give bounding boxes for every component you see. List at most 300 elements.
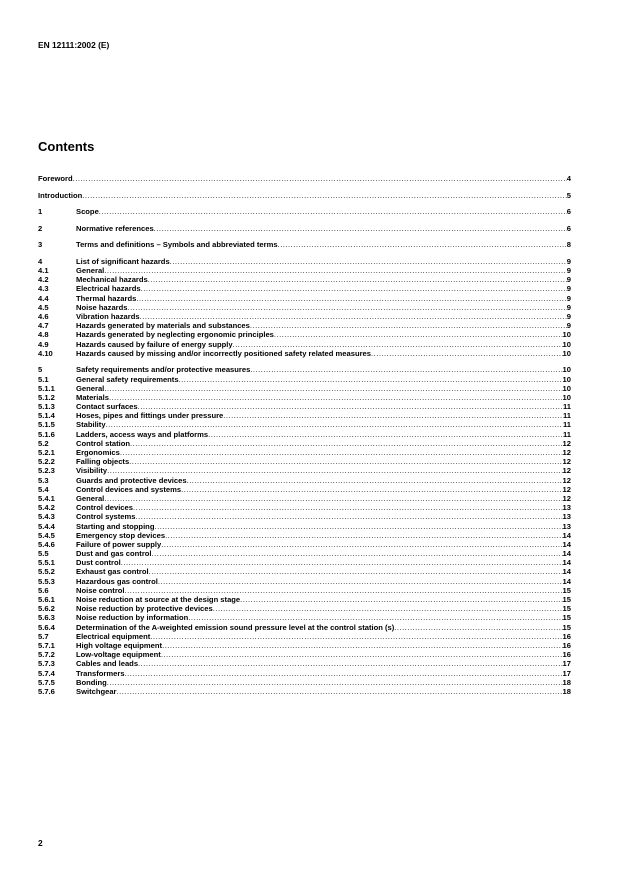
toc-entry-title: Noise hazards bbox=[76, 302, 128, 312]
toc-entry[interactable] bbox=[38, 687, 571, 696]
toc-entry-number: 4.8 bbox=[38, 330, 49, 340]
toc-entry-page: 13 bbox=[562, 512, 571, 522]
toc-entry[interactable] bbox=[38, 312, 571, 321]
toc-entry-line bbox=[76, 613, 571, 622]
toc-entry-title: Determination of the A-weighted emission sound pressure level at the control station (s) bbox=[76, 622, 395, 632]
toc-entry[interactable] bbox=[38, 402, 571, 411]
toc-entry-number: 5.4.6 bbox=[38, 539, 55, 549]
toc-leader-dots bbox=[82, 191, 566, 200]
toc-entry-page: 10 bbox=[562, 383, 571, 393]
toc-entry-line bbox=[76, 365, 571, 374]
toc-entry[interactable] bbox=[38, 439, 571, 448]
toc-entry-number: 5.6.3 bbox=[38, 613, 55, 623]
toc-entry-title: Control systems bbox=[76, 512, 136, 522]
toc-entry-number: 4.4 bbox=[38, 293, 49, 303]
toc-entry-line bbox=[76, 494, 571, 503]
toc-entry-number: 5.7.4 bbox=[38, 668, 55, 678]
toc-entry-number: 5.4 bbox=[38, 484, 49, 494]
toc-entry-title: Cables and leads bbox=[76, 659, 139, 669]
toc-entry[interactable] bbox=[38, 641, 571, 650]
toc-entry-page: 16 bbox=[562, 631, 571, 641]
toc-entry[interactable] bbox=[38, 577, 571, 586]
toc-entry[interactable] bbox=[38, 558, 571, 567]
toc-leader-dots bbox=[233, 340, 563, 349]
toc-entry-number: 5.6 bbox=[38, 585, 49, 595]
toc-entry-page: 9 bbox=[566, 284, 571, 294]
toc-leader-dots bbox=[154, 224, 567, 233]
toc-leader-dots bbox=[99, 207, 567, 216]
toc-entry-page: 14 bbox=[562, 549, 571, 559]
toc-entry-number: 5.7.5 bbox=[38, 677, 55, 687]
toc-entry[interactable] bbox=[38, 365, 571, 374]
toc-entry-page: 9 bbox=[566, 293, 571, 303]
toc-entry[interactable] bbox=[38, 512, 571, 521]
toc-entry-title: Stability bbox=[76, 420, 106, 430]
toc-entry-title: Noise reduction at source at the design stage bbox=[76, 595, 241, 605]
toc-entry[interactable] bbox=[38, 321, 571, 330]
toc-entry[interactable] bbox=[38, 623, 571, 632]
toc-entry-line bbox=[76, 466, 571, 475]
toc-entry-title: Scope bbox=[76, 207, 99, 217]
toc-entry-line bbox=[76, 349, 571, 358]
toc-entry-page: 14 bbox=[562, 567, 571, 577]
toc-entry-number: 4.9 bbox=[38, 339, 49, 349]
toc-entry-page: 9 bbox=[566, 312, 571, 321]
toc-entry-title: Ladders, access ways and platforms bbox=[76, 429, 209, 439]
toc-leader-dots bbox=[138, 402, 563, 411]
toc-leader-dots bbox=[120, 448, 563, 457]
toc-entry-title: Noise control bbox=[76, 585, 125, 595]
toc-entry[interactable] bbox=[38, 613, 571, 622]
toc-leader-dots bbox=[188, 613, 562, 622]
toc-entry[interactable] bbox=[38, 632, 571, 641]
toc-entry-line bbox=[76, 240, 571, 249]
toc-entry-page: 10 bbox=[562, 374, 571, 384]
toc-entry-number: 4 bbox=[38, 256, 43, 266]
toc-entry[interactable] bbox=[38, 349, 571, 358]
toc-entry-number: 5.7.2 bbox=[38, 650, 55, 660]
toc-leader-dots bbox=[106, 420, 563, 429]
toc-entry-number: 5.4.3 bbox=[38, 512, 55, 522]
toc-entry-line bbox=[76, 284, 571, 293]
toc-entry[interactable] bbox=[38, 659, 571, 668]
toc-leader-dots bbox=[250, 321, 567, 330]
toc-entry-title: General safety requirements bbox=[76, 374, 179, 384]
toc-entry-number: 5.2.1 bbox=[38, 448, 55, 458]
toc-leader-dots bbox=[152, 549, 563, 558]
toc-entry[interactable] bbox=[38, 257, 571, 266]
toc-entry-number: 5.5.3 bbox=[38, 576, 55, 586]
toc-entry[interactable] bbox=[38, 549, 571, 558]
toc-entry-number: 5.4.4 bbox=[38, 521, 55, 531]
toc-entry-line bbox=[76, 476, 571, 485]
toc-entry-title: Hazards generated by materials and substances bbox=[76, 321, 250, 331]
toc-entry-number: 5.3 bbox=[38, 475, 49, 485]
toc-leader-dots bbox=[274, 330, 563, 339]
toc-entry-line bbox=[76, 595, 571, 604]
toc-leader-dots bbox=[240, 595, 562, 604]
toc-entry-title: Electrical hazards bbox=[76, 284, 141, 294]
toc-entry-number: 5.2.2 bbox=[38, 457, 55, 467]
toc-entry-title: Vibration hazards bbox=[76, 312, 140, 321]
toc-leader-dots bbox=[250, 365, 562, 374]
toc-entry-page: 14 bbox=[562, 530, 571, 540]
toc-entry-number: 3 bbox=[38, 240, 43, 250]
toc-leader-dots bbox=[278, 240, 567, 249]
toc-entry-line bbox=[76, 650, 571, 659]
toc-entry-page: 15 bbox=[562, 622, 571, 632]
toc-entry-page: 12 bbox=[562, 438, 571, 448]
toc-entry-page: 10 bbox=[562, 365, 571, 375]
toc-entry-title: General bbox=[76, 383, 105, 393]
toc-entry-title: Hazards caused by missing and/or incorrectly positioned safety related measures bbox=[76, 348, 371, 358]
toc-entry-title: Contact surfaces bbox=[76, 402, 138, 412]
toc-entry-title: Control devices and systems bbox=[76, 484, 182, 494]
toc-entry-page: 10 bbox=[562, 348, 571, 358]
toc-entry-number: 5.6.2 bbox=[38, 604, 55, 614]
toc-entry-number: 5.6.1 bbox=[38, 595, 55, 605]
toc-entry-number: 4.7 bbox=[38, 321, 49, 331]
toc-entry-page: 10 bbox=[562, 392, 571, 402]
toc-entry-line bbox=[76, 330, 571, 339]
toc-entry-number: 4.3 bbox=[38, 284, 49, 294]
toc-entry-title: Materials bbox=[76, 392, 109, 402]
toc-entry[interactable] bbox=[38, 384, 571, 393]
toc-entry[interactable] bbox=[38, 586, 571, 595]
toc-entry-line bbox=[76, 266, 571, 275]
toc-leader-dots bbox=[208, 430, 563, 439]
toc-entry[interactable] bbox=[38, 284, 571, 293]
toc-entry-line bbox=[76, 275, 571, 284]
toc-entry-page: 12 bbox=[562, 493, 571, 503]
toc-entry-line bbox=[76, 669, 571, 678]
toc-entry-number: 5.4.5 bbox=[38, 530, 55, 540]
toc-entry[interactable] bbox=[38, 678, 571, 687]
toc-entry-title: Emergency stop devices bbox=[76, 530, 166, 540]
toc-entry-page: 17 bbox=[562, 668, 571, 678]
toc-entry-number: 2 bbox=[38, 223, 43, 233]
toc-entry-title: Starting and stopping bbox=[76, 521, 155, 531]
toc-entry-line bbox=[76, 485, 571, 494]
toc-entry-page: 9 bbox=[566, 275, 571, 285]
toc-leader-dots bbox=[394, 623, 562, 632]
toc-entry-page: 12 bbox=[562, 448, 571, 458]
toc-entry[interactable] bbox=[38, 420, 571, 429]
toc-entry-title: Hoses, pipes and fittings under pressure bbox=[76, 411, 224, 421]
toc-entry-line bbox=[76, 512, 571, 521]
toc-entry-line bbox=[76, 457, 571, 466]
toc-entry-title: General bbox=[76, 493, 105, 503]
toc-entry-number: 5.1.6 bbox=[38, 429, 55, 439]
toc-entry-line bbox=[76, 207, 571, 216]
toc-entry[interactable] bbox=[38, 375, 571, 384]
toc-entry[interactable] bbox=[38, 411, 571, 420]
toc-entry-title: Normative references bbox=[76, 223, 154, 233]
toc-leader-dots bbox=[125, 586, 563, 595]
toc-leader-dots bbox=[223, 411, 563, 420]
toc-entry-line bbox=[76, 393, 571, 402]
toc-leader-dots bbox=[140, 312, 567, 321]
toc-entry-title: Noise reduction by protective devices bbox=[76, 604, 213, 614]
toc-leader-dots bbox=[109, 393, 563, 402]
toc-leader-dots bbox=[121, 558, 563, 567]
toc-entry-page: 9 bbox=[566, 302, 571, 312]
toc-entry-number: 5.1.5 bbox=[38, 420, 55, 430]
toc-leader-dots bbox=[170, 257, 567, 266]
toc-entry-page: 9 bbox=[566, 256, 571, 266]
toc-entry-title: Hazardous gas control bbox=[76, 576, 158, 586]
toc-entry-page: 4 bbox=[566, 173, 571, 183]
toc-entry-page: 15 bbox=[562, 604, 571, 614]
toc-entry-page: 10 bbox=[562, 330, 571, 340]
toc-entry-number: 5.1.4 bbox=[38, 411, 55, 421]
toc-entry-line bbox=[76, 549, 571, 558]
toc-entry-number: 5.7.1 bbox=[38, 640, 55, 650]
toc-entry-line bbox=[76, 340, 571, 349]
toc-entry-page: 18 bbox=[562, 686, 571, 696]
toc-entry-title: Exhaust gas control bbox=[76, 567, 149, 577]
toc-entry-page: 18 bbox=[562, 677, 571, 687]
toc-entry-line bbox=[76, 303, 571, 312]
toc-entry-page: 12 bbox=[562, 475, 571, 485]
toc-entry-title: Guards and protective devices bbox=[76, 475, 187, 485]
toc-leader-dots bbox=[107, 678, 563, 687]
toc-entry-line bbox=[76, 294, 571, 303]
toc-leader-dots bbox=[150, 632, 562, 641]
toc-entry-number: 5.4.2 bbox=[38, 503, 55, 513]
toc-leader-dots bbox=[129, 457, 562, 466]
toc-entry-page: 11 bbox=[562, 420, 571, 430]
toc-entry[interactable] bbox=[38, 303, 571, 312]
toc-entry-title: Bonding bbox=[76, 677, 107, 687]
toc-entry-line bbox=[76, 540, 571, 549]
toc-leader-dots bbox=[161, 650, 563, 659]
toc-entry-title: Noise reduction by information bbox=[76, 613, 189, 623]
toc-entry-number: 5.1.2 bbox=[38, 392, 55, 402]
toc-entry-number: 4.1 bbox=[38, 266, 49, 276]
toc-entry-page: 10 bbox=[562, 339, 571, 349]
toc-entry-line bbox=[76, 522, 571, 531]
toc-entry-number: 5.7 bbox=[38, 631, 49, 641]
toc-entry-line bbox=[76, 402, 571, 411]
toc-entry-line bbox=[76, 659, 571, 668]
toc-entry-title: Control station bbox=[76, 438, 130, 448]
toc-leader-dots bbox=[130, 439, 563, 448]
toc-entry-page: 14 bbox=[562, 558, 571, 568]
toc-entry[interactable] bbox=[38, 540, 571, 549]
toc-leader-dots bbox=[128, 303, 567, 312]
toc-entry[interactable] bbox=[38, 650, 571, 659]
toc-entry-page: 13 bbox=[562, 503, 571, 513]
toc-entry-line bbox=[76, 384, 571, 393]
toc-leader-dots bbox=[181, 485, 562, 494]
toc-entry-title: Control devices bbox=[76, 503, 133, 513]
toc-entry-number: 1 bbox=[38, 207, 43, 217]
toc-leader-dots bbox=[179, 375, 563, 384]
toc-entry-number: 5.1.1 bbox=[38, 383, 55, 393]
toc-entry-title: Falling objects bbox=[76, 457, 130, 467]
toc-entry-line bbox=[76, 558, 571, 567]
toc-entry-line bbox=[76, 623, 571, 632]
toc-entry-line bbox=[76, 257, 571, 266]
toc-leader-dots bbox=[158, 577, 563, 586]
toc-entry-number: 5 bbox=[38, 365, 43, 375]
toc-entry-title: List of significant hazards bbox=[76, 256, 170, 266]
toc-entry-title: Dust control bbox=[76, 558, 121, 568]
toc-entry[interactable] bbox=[38, 457, 571, 466]
toc-entry-title: Electrical equipment bbox=[76, 631, 151, 641]
toc-entry-line bbox=[76, 321, 571, 330]
toc-leader-dots bbox=[141, 284, 567, 293]
toc-entry-line bbox=[76, 641, 571, 650]
toc-leader-dots bbox=[149, 567, 563, 576]
toc-entry-line bbox=[76, 687, 571, 696]
toc-entry-title: Foreword bbox=[38, 173, 73, 183]
toc-entry[interactable] bbox=[38, 531, 571, 540]
toc-entry-title: Transformers bbox=[76, 668, 125, 678]
toc-entry-page: 16 bbox=[562, 640, 571, 650]
toc-leader-dots bbox=[138, 659, 563, 668]
toc-entry-line bbox=[76, 312, 571, 321]
toc-entry[interactable] bbox=[38, 266, 571, 275]
toc-entry-page: 16 bbox=[562, 650, 571, 660]
toc-entry-page: 17 bbox=[562, 659, 571, 669]
toc-leader-dots bbox=[187, 476, 563, 485]
toc-entry-page: 14 bbox=[562, 539, 571, 549]
toc-entry[interactable] bbox=[38, 485, 571, 494]
toc-entry-title: Mechanical hazards bbox=[76, 275, 148, 285]
toc-entry-line bbox=[76, 430, 571, 439]
toc-leader-dots bbox=[125, 669, 563, 678]
toc-entry-page: 12 bbox=[562, 484, 571, 494]
toc-leader-dots bbox=[165, 531, 562, 540]
toc-entry-title: Dust and gas control bbox=[76, 549, 152, 559]
toc-entry[interactable] bbox=[38, 207, 571, 216]
toc-entry[interactable] bbox=[38, 430, 571, 439]
toc-entry[interactable] bbox=[38, 476, 571, 485]
toc-entry-title: General bbox=[76, 266, 105, 276]
toc-entry-line bbox=[38, 191, 571, 200]
toc-entry-page: 5 bbox=[566, 190, 571, 200]
toc-leader-dots bbox=[104, 384, 562, 393]
toc-entry[interactable] bbox=[38, 448, 571, 457]
toc-entry-number: 5.5.2 bbox=[38, 567, 55, 577]
toc-leader-dots bbox=[162, 641, 562, 650]
toc-entry[interactable] bbox=[38, 340, 571, 349]
toc-entry-title: Failure of power supply bbox=[76, 539, 162, 549]
toc-entry-line bbox=[38, 174, 571, 183]
toc-entry[interactable] bbox=[38, 294, 571, 303]
toc-entry-page: 13 bbox=[562, 521, 571, 531]
toc-entry-title: Safety requirements and/or protective measures bbox=[76, 365, 251, 375]
toc-entry-line bbox=[76, 586, 571, 595]
toc-leader-dots bbox=[104, 266, 566, 275]
toc-entry[interactable] bbox=[38, 224, 571, 233]
toc-entry-line bbox=[76, 375, 571, 384]
toc-entry[interactable] bbox=[38, 330, 571, 339]
toc-entry-title: Hazards caused by failure of energy supply bbox=[76, 339, 233, 349]
toc-leader-dots bbox=[136, 294, 566, 303]
toc-entry-line bbox=[76, 577, 571, 586]
toc-entry-line bbox=[76, 439, 571, 448]
toc-entry-number: 5.5.1 bbox=[38, 558, 55, 568]
toc-leader-dots bbox=[73, 174, 567, 183]
toc-entry-line bbox=[76, 503, 571, 512]
toc-entry-page: 14 bbox=[562, 576, 571, 586]
toc-entry[interactable] bbox=[38, 240, 571, 249]
toc-leader-dots bbox=[371, 349, 563, 358]
toc-entry-page: 15 bbox=[562, 613, 571, 623]
toc-entry-line bbox=[76, 531, 571, 540]
toc-entry-page: 15 bbox=[562, 585, 571, 595]
toc-entry[interactable] bbox=[38, 466, 571, 475]
toc-entry-page: 15 bbox=[562, 595, 571, 605]
page-number: 2 bbox=[38, 838, 43, 848]
toc-leader-dots bbox=[161, 540, 562, 549]
toc-entry-number: 5.6.4 bbox=[38, 622, 55, 632]
toc-entry[interactable] bbox=[38, 522, 571, 531]
toc-entry-page: 9 bbox=[566, 266, 571, 276]
toc-entry-line bbox=[76, 411, 571, 420]
toc-entry-number: 5.7.6 bbox=[38, 686, 55, 696]
document-id-header: EN 12111:2002 (E) bbox=[38, 40, 110, 50]
toc-entry-title: Thermal hazards bbox=[76, 293, 137, 303]
toc-entry[interactable] bbox=[38, 191, 571, 200]
toc-entry-title: High voltage equipment bbox=[76, 640, 163, 650]
table-of-contents bbox=[38, 174, 571, 696]
toc-entry-page: 11 bbox=[562, 411, 571, 421]
toc-entry[interactable] bbox=[38, 174, 571, 183]
toc-entry-number: 5.2 bbox=[38, 438, 49, 448]
toc-entry-page: 6 bbox=[566, 207, 571, 217]
toc-entry-page: 12 bbox=[562, 457, 571, 467]
toc-entry-page: 12 bbox=[562, 466, 571, 476]
toc-entry[interactable] bbox=[38, 503, 571, 512]
toc-entry-number: 4.2 bbox=[38, 275, 49, 285]
toc-entry-line bbox=[76, 224, 571, 233]
toc-leader-dots bbox=[133, 503, 563, 512]
toc-leader-dots bbox=[213, 604, 563, 613]
toc-leader-dots bbox=[104, 494, 562, 503]
toc-entry-title: Hazards generated by neglecting ergonomic principles bbox=[76, 330, 274, 340]
toc-entry[interactable] bbox=[38, 595, 571, 604]
toc-entry[interactable] bbox=[38, 275, 571, 284]
toc-entry-line bbox=[76, 448, 571, 457]
toc-entry[interactable] bbox=[38, 669, 571, 678]
toc-entry[interactable] bbox=[38, 604, 571, 613]
toc-entry-line bbox=[76, 678, 571, 687]
toc-entry-line bbox=[76, 604, 571, 613]
toc-entry-number: 5.1 bbox=[38, 374, 49, 384]
toc-entry-number: 4.10 bbox=[38, 348, 53, 358]
toc-leader-dots bbox=[154, 522, 562, 531]
toc-entry-page: 6 bbox=[566, 223, 571, 233]
toc-entry[interactable] bbox=[38, 494, 571, 503]
toc-entry-page: 11 bbox=[562, 402, 571, 412]
toc-entry-number: 5.1.3 bbox=[38, 402, 55, 412]
toc-entry-number: 5.4.1 bbox=[38, 493, 55, 503]
toc-entry[interactable] bbox=[38, 393, 571, 402]
toc-entry-number: 4.6 bbox=[38, 312, 49, 322]
toc-entry-number: 5.7.3 bbox=[38, 659, 55, 669]
toc-leader-dots bbox=[136, 512, 563, 521]
toc-entry-line bbox=[76, 420, 571, 429]
toc-entry[interactable] bbox=[38, 567, 571, 576]
toc-entry-title: Ergonomics bbox=[76, 448, 120, 458]
toc-entry-line bbox=[76, 567, 571, 576]
toc-entry-title: Introduction bbox=[38, 190, 83, 200]
toc-entry-number: 4.5 bbox=[38, 302, 49, 312]
